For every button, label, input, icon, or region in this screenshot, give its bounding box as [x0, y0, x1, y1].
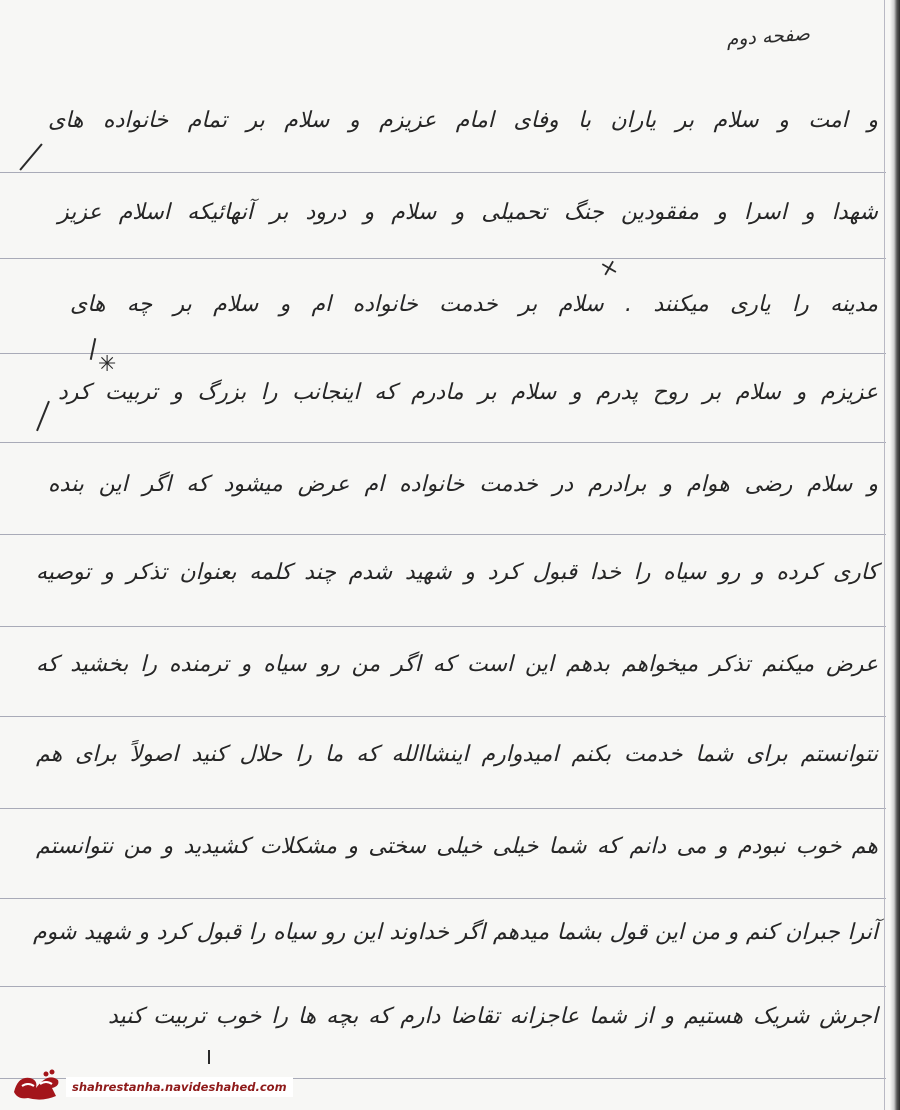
letter-line-7: عرض میکنم تذکر میخواهم بدهم این است که اگر من رو سیاه و ترمنده را بخشید که [36, 652, 878, 677]
ruled-line [0, 898, 886, 899]
ruled-line [0, 172, 886, 173]
letter-line-5: و سلام رضی هوام و برادرم در خدمت خانواده ام عرض میشود که اگر این بنده [48, 472, 878, 497]
letter-line-9: هم خوب نبودم و می دانم که شما خیلی خیلی سختی و مشکلات کشیدید و من نتوانستم [36, 834, 878, 859]
watermark-url: shahrestanha.navideshahed.com [66, 1077, 293, 1097]
pen-asterisk-mark: ✳ [98, 352, 117, 377]
margin-line [884, 0, 885, 1110]
navideshahed-logo-icon [8, 1062, 64, 1106]
letter-line-11: اجرش شریک هستیم و از شما عاجزانه تقاضا دارم که بچه ها را خوب تربیت کنید [108, 1004, 878, 1029]
letter-line-8: نتوانستم برای شما خدمت بکنم امیدوارم اینشاالله که ما را حلال کنید اصولاً برای هم [36, 742, 878, 767]
letter-line-4: عزیزم و سلام بر روح پدرم و سلام بر مادرم که اینجانب را بزرگ و تربیت کرد [58, 380, 878, 405]
pen-stroke [36, 401, 50, 431]
page-heading: صفحه دوم [725, 22, 811, 51]
ruled-line [0, 534, 886, 535]
ruled-line [0, 808, 886, 809]
letter-line-1: و امت و سلام بر یاران با وفای امام عزیزم و سلام بر تمام خانواده های [48, 108, 878, 133]
letter-line-10: آنرا جبران کنم و من این قول بشما میدهم اگر خداوند این رو سیاه را قبول کرد و شهید شوم [33, 920, 878, 945]
ruled-line [0, 258, 886, 259]
letter-line-6: کاری کرده و رو سیاه را خدا قبول کرد و شهید شدم چند کلمه بعنوان تذکر و توصیه [36, 560, 878, 585]
pen-cross-mark: × [597, 254, 622, 283]
ruled-line [0, 353, 886, 354]
page-edge-shadow [890, 0, 900, 1110]
ruled-line [0, 716, 886, 717]
site-watermark [8, 1062, 287, 1106]
ruled-line [0, 626, 886, 627]
ruled-line [0, 442, 886, 443]
letter-line-3: مدینه را یاری میکنند . سلام بر خدمت خانواده ام و سلام بر چه های [70, 292, 878, 317]
letter-line-2: شهدا و اسرا و مفقودین جنگ تحمیلی و سلام و درود بر آنهائیکه اسلام عزیز [58, 200, 878, 225]
pen-stroke [19, 143, 42, 170]
ruled-line [0, 986, 886, 987]
pen-stroke [90, 338, 97, 360]
